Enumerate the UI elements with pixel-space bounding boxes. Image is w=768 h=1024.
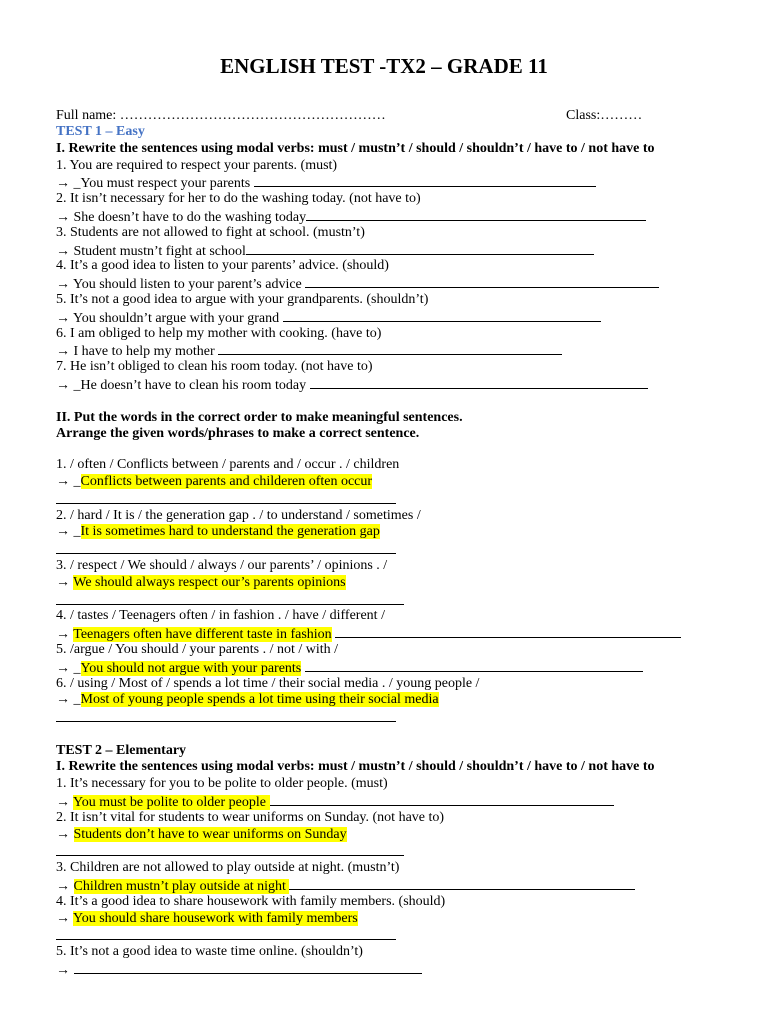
question: 2. It isn’t necessary for her to do the washing today. (not have to) <box>56 191 421 207</box>
answer-underline <box>246 242 594 255</box>
arrow-prefix: → <box>56 627 74 643</box>
answer-line <box>56 275 756 292</box>
question: 4. It’s a good idea to share housework with family members. (should) <box>56 893 446 909</box>
answer-text: You should listen to your parent’s advice <box>72 277 306 293</box>
question: 5. It’s not a good idea to waste time online. (shouldn’t) <box>56 944 363 960</box>
question: 2. / hard / It is / the generation gap . / to understand / sometimes / <box>56 507 421 523</box>
test1-section <box>56 124 756 978</box>
answer-underline <box>74 961 422 974</box>
answer-underline <box>56 491 396 504</box>
answer-line <box>56 174 756 191</box>
arrow-prefix: → <box>56 574 74 590</box>
answer-text: You should not argue with your parents <box>80 660 302 676</box>
question: 4. / tastes / Teenagers often / in fashion . / have / different / <box>56 608 385 624</box>
answer-text: He doesn’t have to clean his room today <box>80 377 310 393</box>
answer-underline <box>310 376 648 389</box>
answer-line <box>56 208 756 225</box>
arrow-prefix: → <box>56 879 74 895</box>
arrow-prefix: → <box>56 209 74 225</box>
answer-underline <box>305 659 643 672</box>
answer-line <box>56 961 756 978</box>
answer-line <box>56 625 756 642</box>
answer-underline <box>56 709 396 722</box>
question: 1. It’s necessary for you to be polite to older people. (must) <box>56 776 388 792</box>
answer-text: It is sometimes hard to understand the generation gap <box>80 524 380 540</box>
arrow-prefix: → <box>56 963 74 979</box>
answer-underline-row <box>56 927 756 944</box>
arrow-prefix: → <box>56 826 74 842</box>
answer-underline <box>218 342 562 355</box>
arrow-prefix: → <box>56 243 74 259</box>
test2-heading: TEST 2 – Elementary <box>56 742 187 758</box>
answer-underline-row <box>56 541 756 558</box>
question: 6. I am obliged to help my mother with cooking. (have to) <box>56 325 382 341</box>
answer-text: Students don’t have to wear uniforms on Sunday <box>73 826 347 842</box>
answer-line <box>56 793 756 810</box>
class-field: Class:……… <box>566 108 643 123</box>
question: 5. It’s not a good idea to argue with your grandparents. (shouldn’t) <box>56 291 429 307</box>
arrow-prefix: → <box>56 344 74 360</box>
arrow-prefix: → _ <box>56 473 81 489</box>
answer-text: You must respect your parents <box>80 176 254 192</box>
test1-order-instructions-1: II. Put the words in the correct order to make meaningful sentences. <box>56 409 463 425</box>
answer-line <box>56 659 756 676</box>
answer-text: I have to help my mother <box>73 344 219 360</box>
arrow-prefix: → <box>56 910 73 926</box>
question: 3. Students are not allowed to fight at school. (mustn’t) <box>56 224 365 240</box>
answer-underline <box>56 843 404 856</box>
page-title: ENGLISH TEST -TX2 – GRADE 11 <box>220 54 548 78</box>
arrow-prefix: → _ <box>56 660 81 676</box>
answer-underline <box>56 927 396 940</box>
test1-rewrite-instructions: I. Rewrite the sentences using modal verbs: must / mustn’t / should / shouldn’t / have to / not have to <box>56 140 655 156</box>
answer-underline <box>56 541 396 554</box>
answer-underline <box>335 625 681 638</box>
answer-underline <box>289 877 635 890</box>
answer-text: Conflicts between parents and childeren often occur <box>80 473 373 489</box>
question: 1. You are required to respect your parents. (must) <box>56 157 338 173</box>
answer-line <box>56 474 756 491</box>
answer-underline-row <box>56 491 756 508</box>
answer-line <box>56 692 756 709</box>
answer-underline <box>254 174 596 187</box>
question: 7. He isn’t obliged to clean his room today. (not have to) <box>56 359 373 375</box>
answer-text: Most of young people spends a lot time using their social media <box>80 692 439 708</box>
answer-line <box>56 242 756 259</box>
answer-line <box>56 342 756 359</box>
answer-underline <box>306 208 646 221</box>
question: 1. / often / Conflicts between / parents and / occur . / children <box>56 457 400 473</box>
question: 4. It’s a good idea to listen to your parents’ advice. (should) <box>56 258 389 274</box>
answer-underline <box>270 793 614 806</box>
answer-line <box>56 911 756 928</box>
answer-underline-row <box>56 843 756 860</box>
full-name-field: Full name: ………………………………………………… <box>56 108 386 123</box>
arrow-prefix: → _ <box>56 377 81 393</box>
answer-line <box>56 575 756 592</box>
answer-text: You must be polite to older people <box>72 795 270 811</box>
answer-line <box>56 524 756 541</box>
answer-underline-row <box>56 709 756 726</box>
arrow-prefix: → <box>56 277 73 293</box>
arrow-prefix: → <box>56 795 73 811</box>
arrow-prefix: → _ <box>56 524 81 540</box>
test1-heading: TEST 1 – Easy <box>56 124 145 139</box>
answer-line <box>56 376 756 393</box>
test1-order-instructions-2: Arrange the given words/phrases to make a correct sentence. <box>56 426 420 442</box>
question: 3. / respect / We should / always / our parents’ / opinions . / <box>56 557 388 573</box>
answer-text: Children mustn’t play outside at night <box>73 879 290 895</box>
answer-underline <box>305 275 659 288</box>
answer-text: We should always respect our’s parents opinions <box>73 574 346 590</box>
answer-text: Teenagers often have different taste in fashion <box>73 627 332 643</box>
question: 3. Children are not allowed to play outside at night. (mustn’t) <box>56 860 400 876</box>
question: 5. /argue / You should / your parents . / not / with / <box>56 641 339 657</box>
answer-line <box>56 877 756 894</box>
answer-underline <box>56 592 404 605</box>
answer-text: You shouldn’t argue with your grand <box>72 310 283 326</box>
answer-underline <box>283 309 601 322</box>
question: 2. It isn’t vital for students to wear uniforms on Sunday. (not have to) <box>56 809 445 825</box>
answer-underline-row <box>56 592 756 609</box>
arrow-prefix: → _ <box>56 176 81 192</box>
answer-text: You should share housework with family members <box>72 910 358 926</box>
answer-text: Student mustn’t fight at school <box>73 243 246 259</box>
arrow-prefix: → _ <box>56 692 81 708</box>
answer-line <box>56 309 756 326</box>
answer-text: She doesn’t have to do the washing today <box>73 209 307 225</box>
question: 6. / using / Most of / spends a lot time / their social media . / young people / <box>56 675 480 691</box>
test2-rewrite-instructions: I. Rewrite the sentences using modal verbs: must / mustn’t / should / shouldn’t / have to / not have to <box>56 759 655 775</box>
answer-line <box>56 827 756 844</box>
arrow-prefix: → <box>56 310 73 326</box>
